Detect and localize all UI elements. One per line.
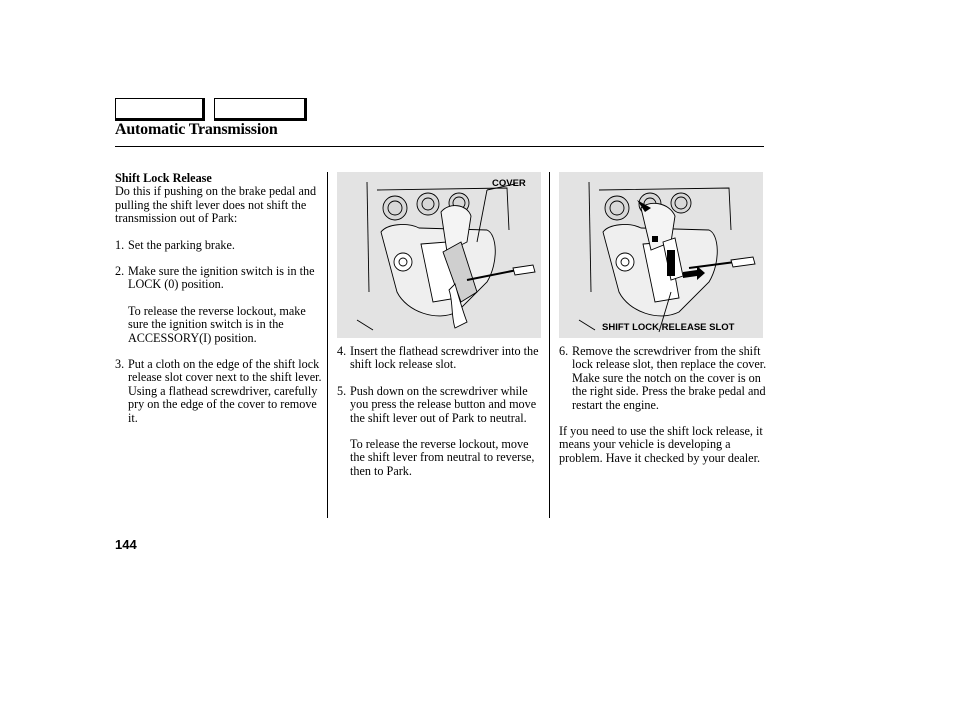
shifter-drawing [337,172,541,338]
cover-label: COVER [492,178,526,189]
step-number: 3. [115,357,125,372]
page-number: 144 [115,537,137,552]
step-1 [115,239,323,252]
step-5 [337,385,545,425]
step-number: 4. [337,344,347,358]
shift-lock-slot-illustration [559,172,763,338]
step-4 [337,345,545,372]
step-text: Insert the flathead screwdriver into the shift lock release slot. [350,344,539,372]
column-divider-1 [327,172,328,518]
shifter-drawing-slot [559,172,763,338]
step-text: Push down on the screwdriver while you press the release button and move the shift lever out of Park to neutral. [350,383,537,425]
step-number: 1. [115,237,125,252]
step-text: Put a cloth on the edge of the shift lock release slot cover next to the shift lever. Using a flathead screwdriver, carefully pry on the edge of the cover to remove it. [128,357,322,425]
column-divider-2 [549,172,550,518]
shift-lock-release-slot-label: SHIFT LOCK RELEASE SLOT [602,322,735,333]
step-6 [559,345,767,412]
step-number: 5. [337,383,347,398]
column-1 [115,172,323,425]
step-text: Set the parking brake. [128,237,235,252]
step-number: 6. [559,344,569,358]
nav-button-1[interactable] [115,98,205,121]
page-title: Automatic Transmission [115,121,278,138]
shifter-cover-illustration [337,172,541,338]
nav-button-2[interactable] [214,98,307,121]
step-3 [115,358,323,425]
closing-note: If you need to use the shift lock release, it means your vehicle is developing a problem. Have it checked by your dealer. [559,424,763,465]
step-2 [115,265,323,292]
step-text: Make sure the ignition switch is in the LOCK (0) position. [128,264,315,292]
column-2 [337,345,545,478]
section-subhead: Shift Lock Release [115,171,212,185]
column-3 [559,345,767,465]
step-text: Remove the screwdriver from the shift lock release slot, then replace the cover. Make sure the notch on the cover is on the right side. Press the brake pedal and restart the engine. [572,344,767,412]
reverse-lockout-note: To release the reverse lockout, make sure the ignition switch is in the ACCESSORY(I) position. [128,303,306,345]
reverse-lockout-note: To release the reverse lockout, move the shift lever from neutral to reverse, then to Park. [350,437,535,478]
step-number: 2. [115,264,125,279]
intro-text: Do this if pushing on the brake pedal and pulling the shift lever does not shift the transmission out of Park: [115,184,317,226]
title-divider [115,146,764,147]
